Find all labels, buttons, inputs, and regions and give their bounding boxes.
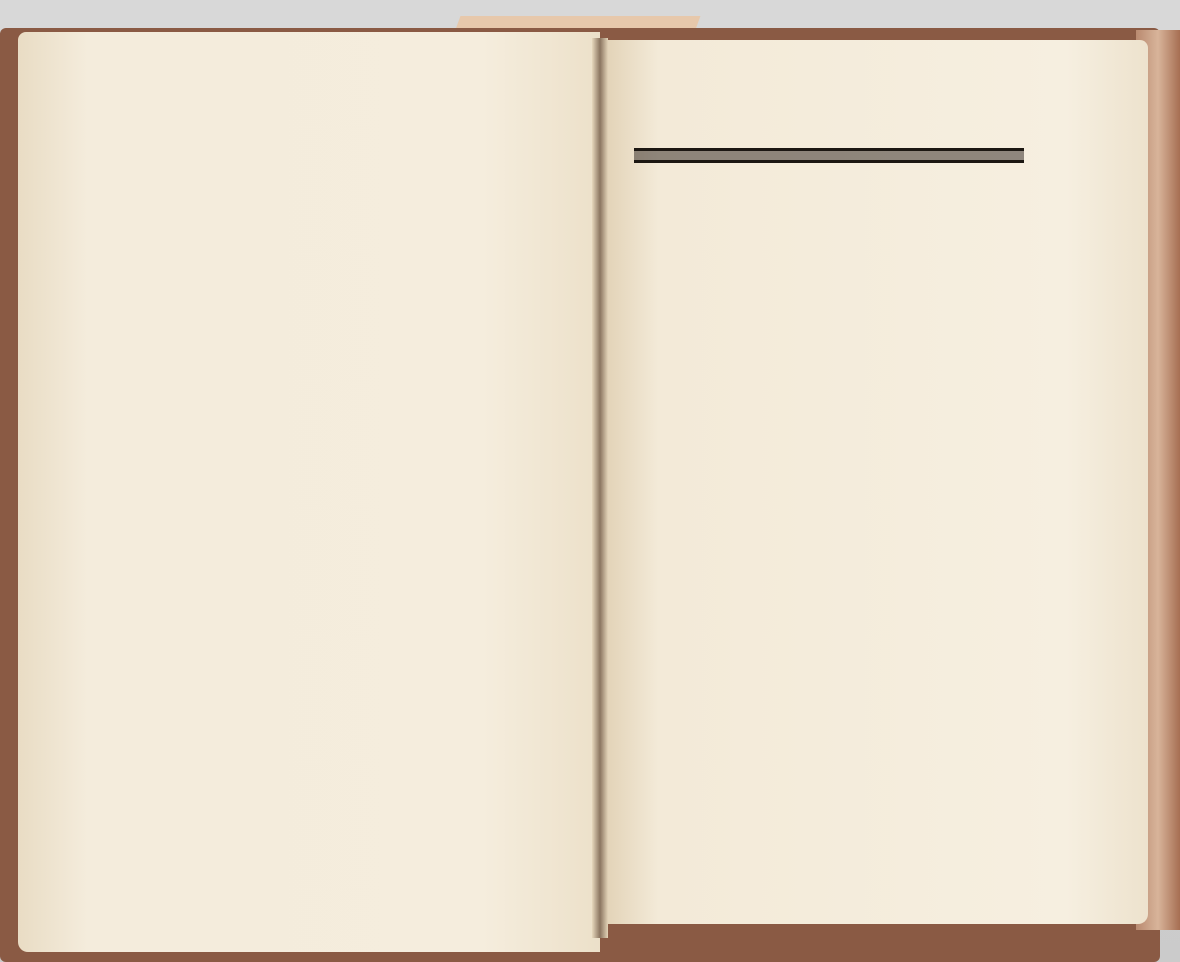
ornament-band-icon [630,124,1028,188]
left-page [18,32,600,952]
ornament-rule-icon [634,284,1026,300]
book-gutter [592,38,608,938]
